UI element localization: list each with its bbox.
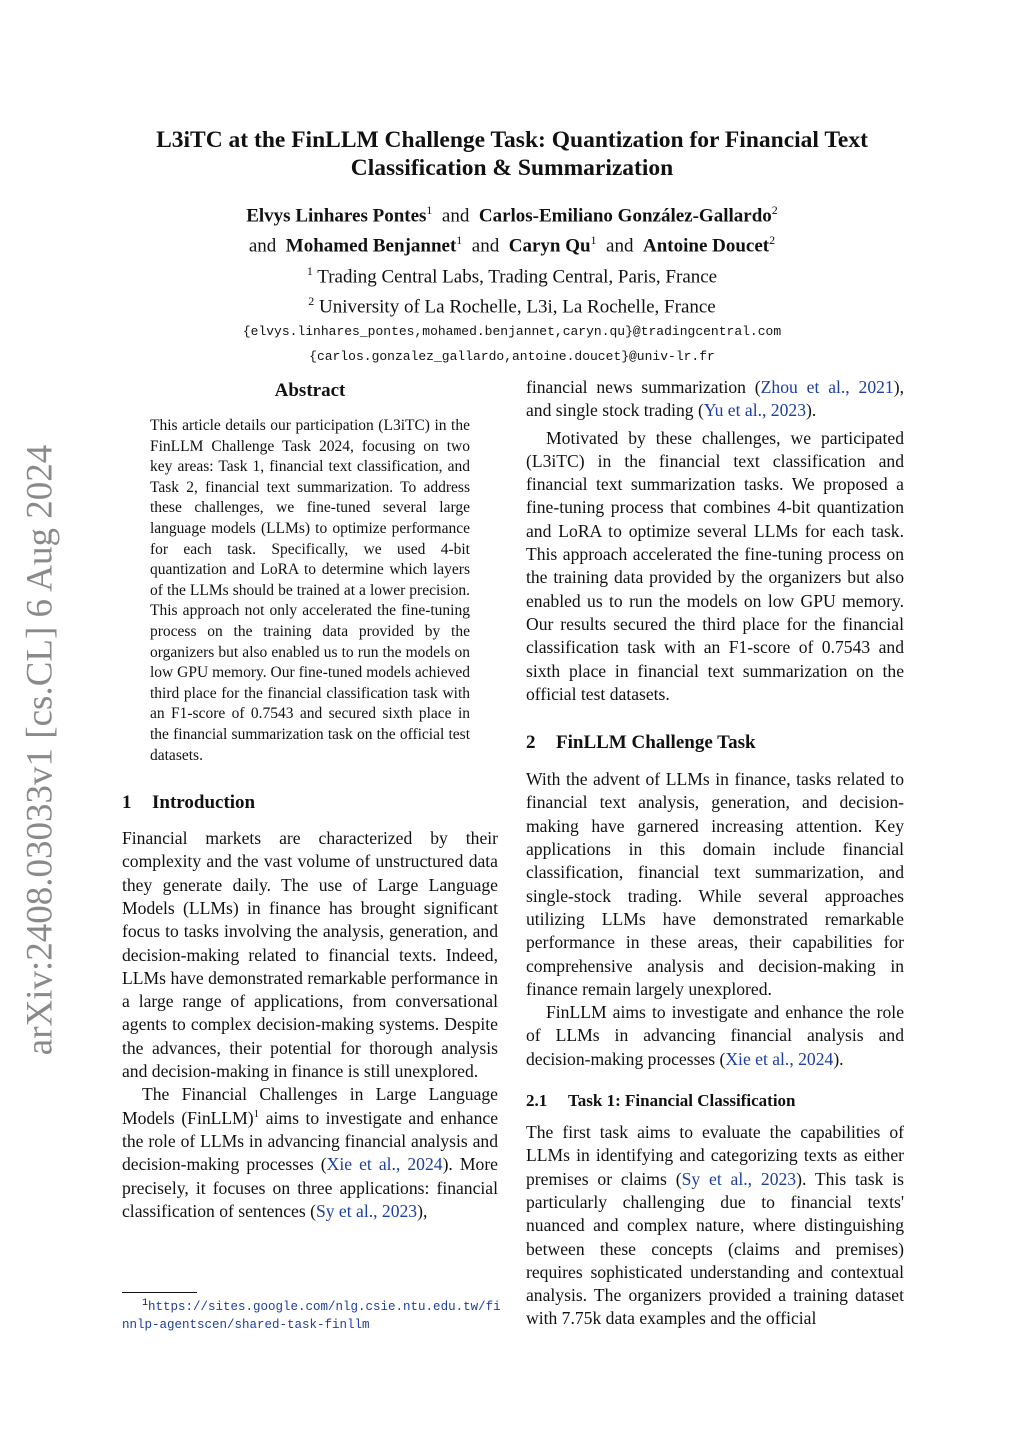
subsection-number: 2.1 xyxy=(526,1091,548,1111)
author-name: Caryn Qu xyxy=(508,235,591,257)
section-number: 1 xyxy=(122,792,132,814)
abstract-text: This article details our participation (L3iTC) in the FinLLM Challenge Task 2024, focusing on two key areas: Task 1, financial text classification, and Task 2, financial text summarization. To address these challenges, we fine-tuned several large language models (LLMs) to optimize performance for each task. Specifically, we used 4-bit quantization and LoRA to determine which layers of the LLMs should be trained at a lower precision. This approach not only accelerated the fine-tuning process on the training data provided by the organizers but also enabled us to run the models on low GPU memory. Our fine-tuned models achieved third place for the financial classification task with an F1-score of 0.7543 and secured sixth place in the financial summarization task on the official test datasets. xyxy=(150,417,470,764)
footnote-divider xyxy=(122,1292,197,1293)
footnote-number: 1 xyxy=(142,1297,149,1309)
abstract-heading: Abstract xyxy=(274,380,346,401)
author-affiliation-mark: 1 xyxy=(590,233,597,248)
text-run: ). More precisely, it focuses on three applications: financial classification of sentences ( xyxy=(122,1154,498,1221)
right-column xyxy=(526,376,904,1331)
left-column xyxy=(122,376,498,1223)
author-separator: and xyxy=(441,205,470,227)
paragraph: Motivated by these challenges, we participated (L3iTC) in the financial text classification and financial text summarization tasks. We proposed a fine-tuning process that combines 4-bit quantization and LoRA to optimize several LLMs for each task. This approach accelerated the fine-tuning process on the training data provided by the organizers but also enabled us to run the models on low GPU memory. Our results secured the third place for the financial classification task with an F1-score of 0.7543 and sixth place in financial text summarization on the official test datasets. xyxy=(526,427,904,704)
author-affiliation-mark: 2 xyxy=(771,203,778,217)
author-separator: and xyxy=(606,235,634,257)
section-heading-finllm-challenge xyxy=(526,732,904,754)
text-run: FinLLM aims to investigate and enhance the role of LLMs in advancing financial analysis and decision-making processes ( xyxy=(526,1002,904,1069)
citation-link[interactable]: Sy et al., 2023 xyxy=(681,1168,797,1189)
section-heading-introduction xyxy=(122,792,498,814)
text-run: The Financial Challenges in Large Language Models (FinLLM) xyxy=(122,1084,498,1128)
paragraph: Financial markets are characterized by their complexity and the vast volume of unstructured data they generate daily. The use of Large Language Models (LLMs) in finance has brought significant focus to tasks involving the analysis, generation, and decision-making related to financial texts. Indeed, LLMs have demonstrated remarkable performance in a large range of applications, from conversational agents to complex decision-making systems. Despite the advances, their potential for thorough analysis and decision-making in finance is still unexplored. xyxy=(122,828,498,1082)
text-run: aims to investigate and enhance the role of LLMs in advancing financial analysis and decision-making processes ( xyxy=(122,1107,498,1175)
text-run: ), and single stock trading ( xyxy=(526,377,904,421)
text-run: The first task aims to evaluate the capabilities of LLMs in identifying and categorizing texts as either premises or claims ( xyxy=(526,1122,904,1189)
author-affiliation-mark: 1 xyxy=(426,203,433,217)
text-run: ). This task is particularly challenging due to financial texts' nuanced and complex nature, where distinguishing between these concepts (claims and premises) requires sophisticated understanding and contextual analysis. The organizers provided a training dataset with 7.75k data examples and the official xyxy=(526,1168,904,1329)
section-title: Introduction xyxy=(152,792,256,814)
paragraph: With the advent of LLMs in finance, tasks related to financial text analysis, generation, and decision-making have garnered increasing attention. Key applications in this domain include financial classification, financial text summarization, and single-stock trading. While several approaches utilizing LLMs have demonstrated remarkable performance in these areas, their capabilities for comprehensive analysis and decision-making in finance remain largely unexplored. xyxy=(526,769,904,999)
author-separator: and xyxy=(248,235,277,257)
text-run: ). xyxy=(833,1048,844,1069)
section2-body xyxy=(526,768,904,1071)
text-run: ). xyxy=(806,400,817,421)
author-separator: and xyxy=(471,235,500,257)
footnote xyxy=(122,1298,502,1334)
author-line-1 xyxy=(120,198,904,228)
author-affiliation-mark: 2 xyxy=(769,233,776,248)
arxiv-identifier: arXiv:2408.03033v1 [cs.CL] 6 Aug 2024 xyxy=(19,444,61,1056)
subsection-title: Task 1: Financial Classification xyxy=(568,1091,796,1111)
paragraph-continued xyxy=(526,376,904,423)
affiliation-text: University of La Rochelle, L3i, La Rochelle, France xyxy=(318,296,716,318)
affiliation-mark: 2 xyxy=(308,293,315,308)
section-number: 2 xyxy=(526,732,536,754)
text-run: ), xyxy=(417,1200,428,1221)
author-name: Mohamed Benjannet xyxy=(285,235,457,257)
footnote-url-link[interactable]: https://sites.google.com/nlg.csie.ntu.edu.tw/finnlp-agentscen/shared-task-finllm xyxy=(122,1300,501,1332)
affiliation-text: Trading Central Labs, Trading Central, Paris, France xyxy=(317,265,718,287)
affiliation-1 xyxy=(120,259,904,289)
paper-title: L3iTC at the FinLLM Challenge Task: Quantization for Financial Text Classification & Summarization xyxy=(156,127,868,181)
citation-link[interactable]: Sy et al., 2023 xyxy=(315,1200,418,1221)
text-run: financial news summarization ( xyxy=(526,377,761,397)
author-name: Carlos-Emiliano González-Gallardo xyxy=(478,205,772,227)
email-line-2: {carlos.gonzalez_gallardo,antoine.doucet}@univ-lr.fr xyxy=(309,349,715,365)
author-affiliation-mark: 1 xyxy=(456,233,463,248)
affiliation-2 xyxy=(120,289,904,319)
task1-body xyxy=(526,1121,904,1331)
footnote-marker[interactable]: 1 xyxy=(253,1107,260,1120)
citation-link[interactable]: Xie et al., 2024 xyxy=(326,1154,443,1175)
author-block xyxy=(120,198,904,369)
paragraph xyxy=(526,1121,904,1331)
affiliation-mark: 1 xyxy=(306,263,313,278)
citation-link[interactable]: Zhou et al., 2021 xyxy=(760,377,894,397)
subsection-heading-task1 xyxy=(526,1091,904,1111)
section-title: FinLLM Challenge Task xyxy=(556,732,756,754)
right-column-intro xyxy=(526,376,904,706)
introduction-body xyxy=(122,827,498,1223)
paragraph xyxy=(122,1083,498,1223)
author-name: Elvys Linhares Pontes xyxy=(246,205,427,227)
arxiv-identifier-sidebar xyxy=(18,444,62,1056)
email-line-1: {elvys.linhares_pontes,mohamed.benjannet,caryn.qu}@tradingcentral.com xyxy=(242,324,782,340)
paragraph xyxy=(526,1001,904,1071)
author-name: Antoine Doucet xyxy=(642,235,770,257)
citation-link[interactable]: Yu et al., 2023 xyxy=(703,400,806,421)
citation-link[interactable]: Xie et al., 2024 xyxy=(725,1048,834,1069)
author-line-2 xyxy=(120,228,904,258)
